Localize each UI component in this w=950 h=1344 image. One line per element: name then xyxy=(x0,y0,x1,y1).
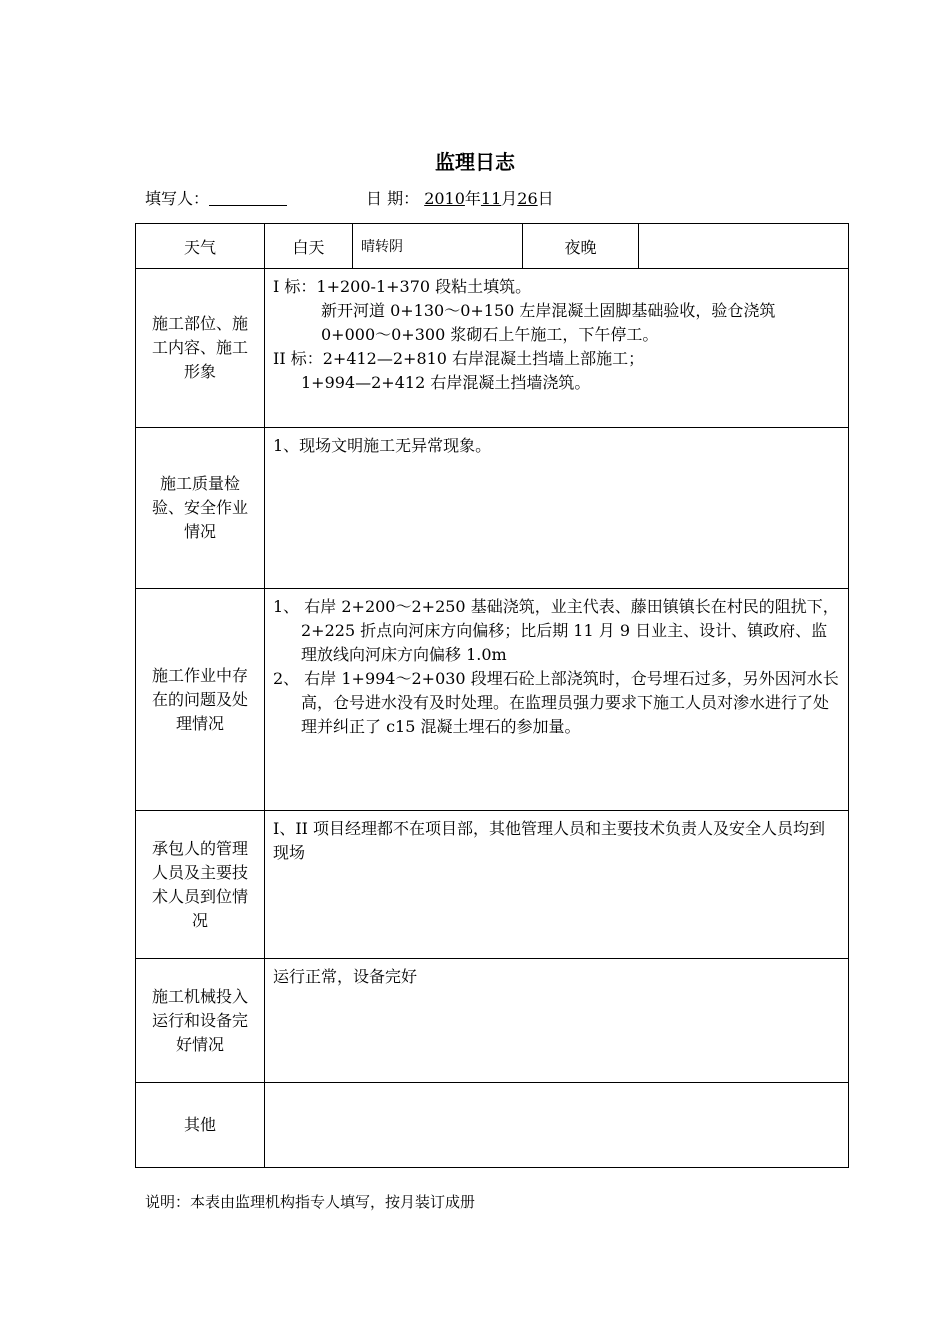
machinery-line: 运行正常，设备完好 xyxy=(273,967,418,986)
section-row xyxy=(136,589,849,811)
construction-line: 0+000～0+300 浆砌石上午施工，下午停工。 xyxy=(321,325,659,344)
date-month: 11 xyxy=(480,189,502,208)
personnel-line: I、II 项目经理都不在项目部，其他管理人员和主要技术负责人及安全人员均到现场 xyxy=(273,819,826,862)
section-label-construction: 施工部位、施工内容、施工形象 xyxy=(136,269,265,428)
date-day: 26 xyxy=(517,189,538,208)
date-year: 2010 xyxy=(424,189,465,208)
section-row xyxy=(136,811,849,959)
night-label: 夜晚 xyxy=(523,224,639,269)
section-label-problems: 施工作业中存在的问题及处理情况 xyxy=(136,589,265,811)
section-label-personnel: 承包人的管理人员及主要技术人员到位情况 xyxy=(136,811,265,959)
footer-note: 说明：本表由监理机构指专人填写，按月装订成册 xyxy=(145,1193,476,1211)
section-label-other: 其他 xyxy=(136,1083,265,1168)
quality-line: 1、现场文明施工无异常现象。 xyxy=(273,436,492,455)
section-content-quality[interactable] xyxy=(265,428,849,589)
date-day-unit: 日 xyxy=(537,189,554,208)
section-row xyxy=(136,959,849,1083)
section-content-machinery[interactable] xyxy=(265,959,849,1083)
section-row xyxy=(136,1083,849,1168)
problem-item: 2、 右岸 1+994～2+030 段埋石砼上部浇筑时，仓号埋石过多，另外因河水长高，仓号进水没有及时处理。在监理员强力要求下施工人员对渗水进行了处理并纠正了 c15 混凝土埋石的参加量。 xyxy=(273,669,839,736)
filler-label: 填写人： xyxy=(145,189,210,208)
weather-label: 天气 xyxy=(136,224,265,269)
date-month-unit: 月 xyxy=(501,189,518,208)
construction-line: 新开河道 0+130～0+150 左岸混凝土固脚基础验收，验仓浇筑 xyxy=(321,301,776,320)
daytime-label: 白天 xyxy=(265,224,353,269)
section-row xyxy=(136,269,849,428)
filler-blank[interactable] xyxy=(209,189,287,206)
date-label: 日 期： xyxy=(366,189,420,208)
problem-item: 1、 右岸 2+200～2+250 基础浇筑，业主代表、藤田镇镇长在村民的阻扰下，2+225 折点向河床方向偏移；比后期 11 月 9 日业主、设计、镇政府、监理放线向河床方向偏移 1.0m xyxy=(273,597,839,664)
section-content-construction[interactable] xyxy=(265,269,849,428)
construction-line: I 标：1+200-1+370 段粘土填筑。 xyxy=(273,277,532,296)
filler-row xyxy=(145,188,287,210)
section-row xyxy=(136,428,849,589)
log-table xyxy=(135,223,849,1168)
construction-line: 1+994—2+412 右岸混凝土挡墙浇筑。 xyxy=(301,373,591,392)
section-content-personnel[interactable] xyxy=(265,811,849,959)
section-label-machinery: 施工机械投入运行和设备完好情况 xyxy=(136,959,265,1083)
daytime-weather[interactable]: 晴转阴 xyxy=(353,224,523,269)
construction-line: II 标：2+412—2+810 右岸混凝土挡墙上部施工； xyxy=(273,349,645,368)
section-label-quality: 施工质量检验、安全作业情况 xyxy=(136,428,265,589)
date-row xyxy=(366,188,554,210)
weather-row xyxy=(136,224,849,269)
night-weather[interactable] xyxy=(639,224,849,269)
section-content-problems[interactable] xyxy=(265,589,849,811)
section-content-other[interactable] xyxy=(265,1083,849,1168)
page-title: 监理日志 xyxy=(435,150,515,174)
date-year-unit: 年 xyxy=(464,189,481,208)
